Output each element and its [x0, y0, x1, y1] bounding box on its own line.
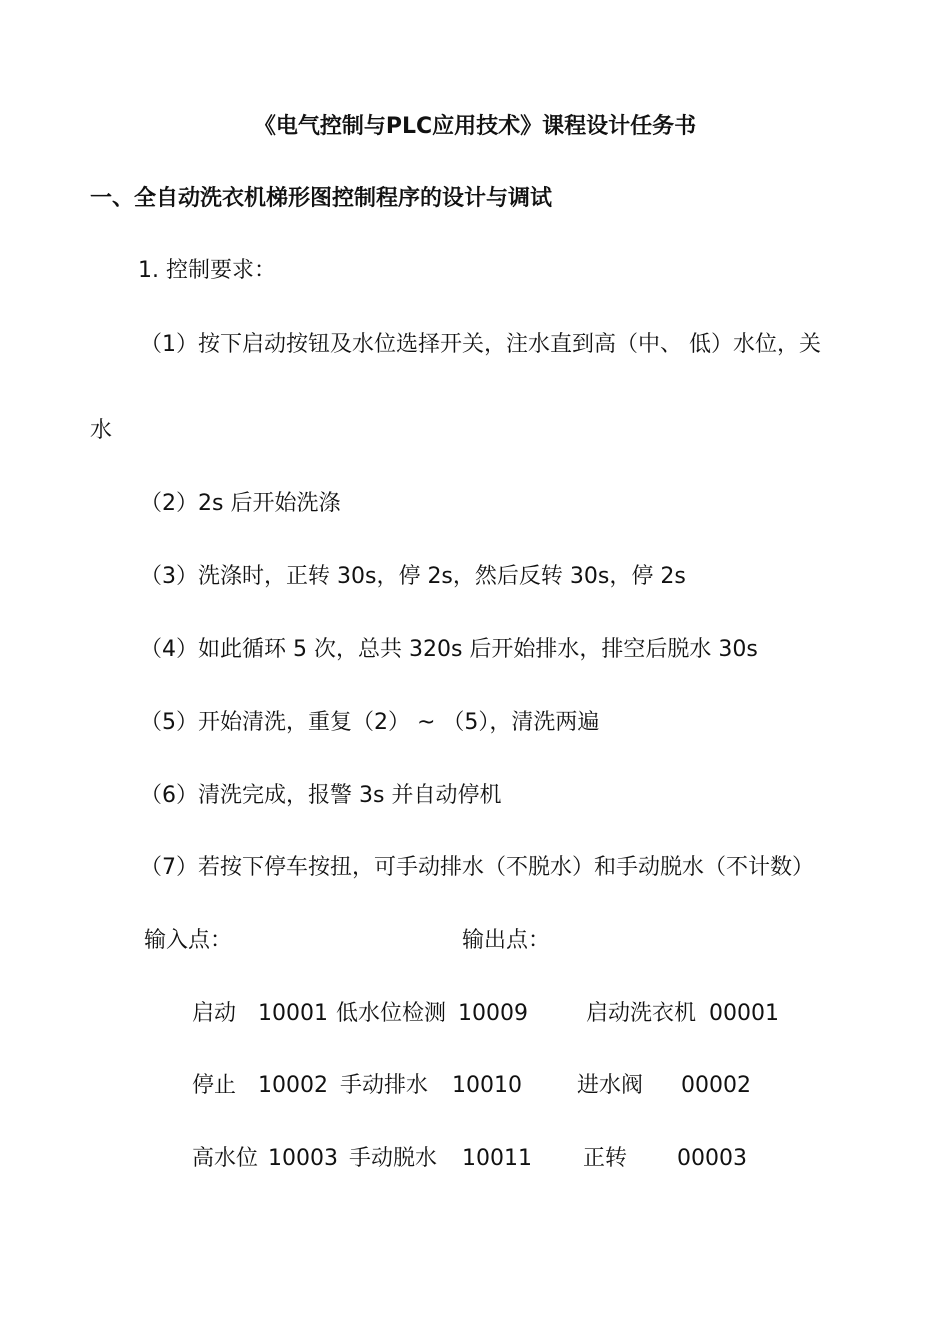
requirement-item: （6）清洗完成，报警 3s 并自动停机 [140, 783, 502, 808]
input-address: 10001 [258, 1001, 328, 1026]
requirement-item-continuation: 水 [90, 418, 113, 443]
input-address: 10010 [452, 1073, 522, 1098]
requirement-item: （3）洗涤时，正转 30s，停 2s，然后反转 30s，停 2s [140, 564, 686, 589]
input-name: 启动 [192, 1001, 237, 1026]
output-name: 进水阀 [577, 1073, 644, 1098]
input-address: 10002 [258, 1073, 328, 1098]
document-title: 《电气控制与PLC应用技术》课程设计任务书 [253, 114, 697, 139]
subsection-title: 1. 控制要求： [138, 258, 276, 283]
input-name: 手动脱水 [349, 1146, 438, 1171]
input-name: 停止 [192, 1073, 237, 1098]
output-name: 正转 [583, 1146, 628, 1171]
input-address: 10011 [462, 1146, 532, 1171]
output-name: 启动洗衣机 [586, 1001, 697, 1026]
requirement-item: （1）按下启动按钮及水位选择开关，注水直到高（中、 低）水位，关 [140, 332, 821, 357]
input-address: 10003 [268, 1146, 338, 1171]
output-address: 00002 [681, 1073, 751, 1098]
output-address: 00003 [677, 1146, 747, 1171]
input-address: 10009 [458, 1001, 528, 1026]
input-points-label: 输入点： [144, 928, 233, 953]
requirement-item: （7）若按下停车按扭，可手动排水（不脱水）和手动脱水（不计数） [140, 855, 814, 880]
requirement-item: （2）2s 后开始洗涤 [140, 491, 341, 516]
input-name: 低水位检测 [336, 1001, 447, 1026]
input-name: 高水位 [192, 1146, 259, 1171]
output-address: 00001 [709, 1001, 779, 1026]
requirement-item: （5）开始清洗，重复（2） ~ （5），清洗两遍 [140, 710, 600, 735]
requirement-item: （4）如此循环 5 次，总共 320s 后开始排水，排空后脱水 30s [140, 637, 758, 662]
output-points-label: 输出点： [462, 928, 551, 953]
input-name: 手动排水 [340, 1073, 429, 1098]
section-heading: 一、全自动洗衣机梯形图控制程序的设计与调试 [90, 186, 553, 211]
